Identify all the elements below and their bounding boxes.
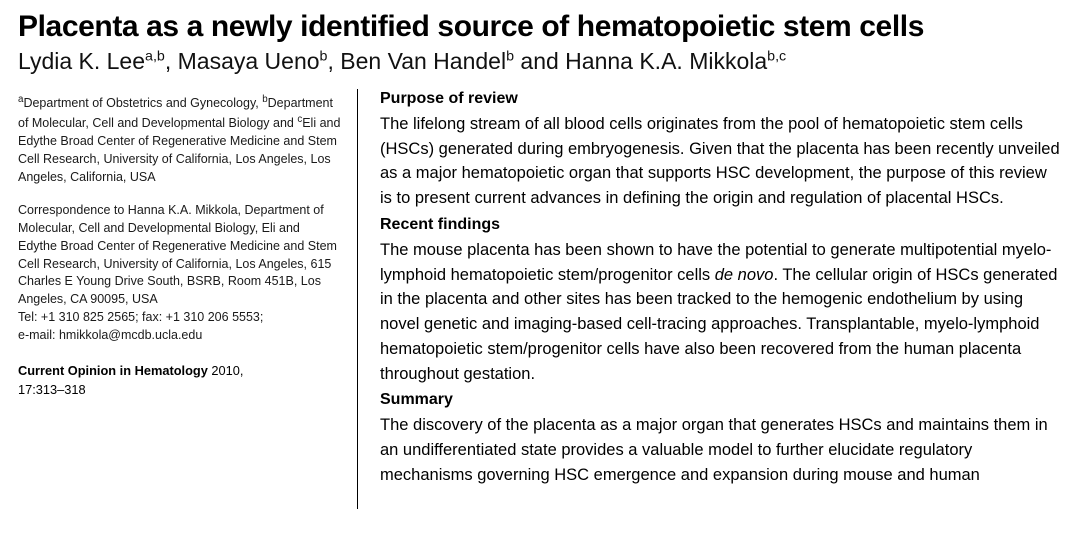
abstract-heading-recent-findings: Recent findings <box>380 215 501 233</box>
content-columns <box>18 89 1062 509</box>
page-title: Placenta as a newly identified source of hematopoietic stem cells <box>18 10 924 43</box>
journal-name: Current Opinion in Hematology <box>18 363 208 379</box>
journal-citation <box>18 362 341 399</box>
affiliations: $^a$Department of Obstetrics and Gynecology, $^b$Department of Molecular, Cell and Developmental Biology and $^c$Eli and Edythe Broad Center of Regenerative Medicine and Stem Cell Research, University of California, Los Angeles, Los Angeles, California, USA <box>18 94 341 184</box>
sidebar-column <box>18 89 358 509</box>
author-list: Lydia K. Lee$^{a,b}$, Masaya Ueno$^b$, Ben Van Handel$^b$ and Hanna K.A. Mikkola$^{b,c}$ <box>18 47 787 74</box>
abstract-heading-purpose: Purpose of review <box>380 90 518 108</box>
abstract-heading-summary: Summary <box>380 391 453 409</box>
abstract-column <box>358 89 1062 491</box>
abstract-body-recent-findings: The mouse placenta has been shown to have the potential to generate multipotential myelo-lymphoid hematopoietic stem/progenitor cells de novo. The cellular origin of HSCs generated in the placenta and other sites has been tracked to the hemogenic endothelium by using novel genetic and imaging-based cell-tracing approaches. Transplantable, myelo-lymphoid hematopoietic stem/progenitor cells have also been recovered from the human placenta throughout gestation. <box>380 240 1058 383</box>
correspondence-address: Correspondence to Hanna K.A. Mikkola, Department of Molecular, Cell and Developmental Biology, Eli and Edythe Broad Center of Regenerative Medicine and Stem Cell Research, University of California, Los Angeles, 615 Charles E Young Drive South, BSRB, Room 451B, Los Angeles, CA 90095, USA <box>18 203 337 306</box>
abstract-body-purpose: The lifelong stream of all blood cells originates from the pool of hematopoietic stem cells (HSCs) generated during embryogenesis. Given that the placenta has been recently unveiled as a major hematopoietic organ that supports HSC development, the purpose of this review is to present current advances in defining the origin and regulation of placental HSCs. <box>380 114 1060 208</box>
correspondence-phone: Tel: +1 310 825 2565; fax: +1 310 206 5553; <box>18 309 264 324</box>
correspondence-email[interactable]: e-mail: hmikkola@mcdb.ucla.edu <box>18 327 203 342</box>
abstract-body-summary: The discovery of the placenta as a major organ that generates HSCs and maintains them in an undifferentiated state provides a valuable model to further elucidate regulatory mechanisms governing HSC emergence and expansion during mouse and human <box>380 416 1048 484</box>
correspondence-block <box>18 202 341 344</box>
journal-year: 2010, <box>211 363 244 379</box>
journal-volume-pages: 17:313–318 <box>18 381 86 397</box>
